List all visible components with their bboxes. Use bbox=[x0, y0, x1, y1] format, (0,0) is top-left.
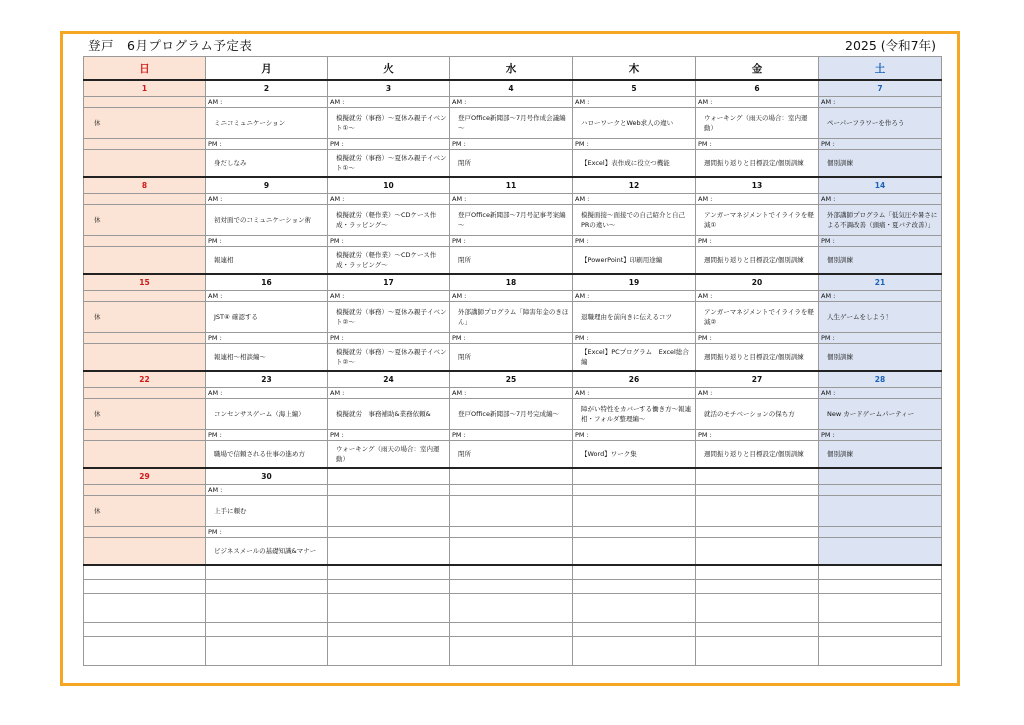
am-row bbox=[84, 496, 942, 527]
schedule-body bbox=[84, 80, 942, 666]
pm-label bbox=[84, 236, 206, 247]
empty-cell bbox=[450, 637, 573, 666]
pm-label: PM : bbox=[819, 236, 942, 247]
pm-program: 職場で信頼される仕事の進め方 bbox=[206, 441, 328, 469]
weekday-sun: 日 bbox=[84, 57, 206, 81]
empty-cell bbox=[696, 637, 819, 666]
am-row bbox=[84, 302, 942, 333]
am-program: 障がい特性をカバーする働き方～報連相・フォルダ整理編～ bbox=[573, 399, 696, 430]
date-cell: 25 bbox=[450, 371, 573, 388]
date-cell: 11 bbox=[450, 177, 573, 194]
pm-program: ウォーキング（雨天の場合：室内運動） bbox=[328, 441, 450, 469]
empty-cell bbox=[206, 637, 328, 666]
pm-label: PM : bbox=[819, 333, 942, 344]
pm-label: PM : bbox=[573, 236, 696, 247]
am-program: 外部講師プログラム「障害年金のきほん」 bbox=[450, 302, 573, 333]
pm-label-row bbox=[84, 139, 942, 150]
am-program: 登戸Office新聞部～7月号作成会議編～ bbox=[450, 108, 573, 139]
pm-label: PM : bbox=[696, 236, 819, 247]
pm-program: 週間振り返りと目標設定/個別訓練 bbox=[696, 441, 819, 469]
am-label: AM : bbox=[573, 97, 696, 108]
am-program bbox=[819, 496, 942, 527]
date-cell bbox=[573, 468, 696, 485]
rest-day-label: 休 bbox=[84, 399, 206, 430]
pm-label: PM : bbox=[206, 139, 328, 150]
am-label bbox=[84, 97, 206, 108]
am-label: AM : bbox=[328, 388, 450, 399]
pm-label-row bbox=[84, 430, 942, 441]
date-cell: 8 bbox=[84, 177, 206, 194]
weekday-tue: 火 bbox=[328, 57, 450, 81]
empty-cell bbox=[328, 594, 450, 623]
empty-cell bbox=[819, 565, 942, 580]
pm-label: PM : bbox=[696, 430, 819, 441]
pm-program bbox=[328, 538, 450, 566]
pm-program: 模擬就労（事務）～夏休み親子イベント①～ bbox=[328, 150, 450, 178]
date-cell: 28 bbox=[819, 371, 942, 388]
date-cell bbox=[450, 468, 573, 485]
am-label: AM : bbox=[819, 194, 942, 205]
am-label bbox=[450, 485, 573, 496]
am-program bbox=[573, 496, 696, 527]
rest-day-label: 休 bbox=[84, 496, 206, 527]
pm-program: 週間振り返りと目標設定/個別訓練 bbox=[696, 344, 819, 372]
am-program: ペーパーフラワーを作ろう bbox=[819, 108, 942, 139]
date-cell: 27 bbox=[696, 371, 819, 388]
pm-program: 閉所 bbox=[450, 441, 573, 469]
pm-label: PM : bbox=[819, 430, 942, 441]
rest-day-label: 休 bbox=[84, 302, 206, 333]
empty-cell bbox=[84, 580, 206, 594]
am-program bbox=[696, 496, 819, 527]
empty-cell bbox=[450, 623, 573, 637]
pm-program: 閉所 bbox=[450, 247, 573, 275]
pm-row bbox=[84, 150, 942, 178]
am-program: 模擬就労（事務）～夏休み親子イベント①～ bbox=[328, 108, 450, 139]
pm-label: PM : bbox=[696, 333, 819, 344]
empty-row bbox=[84, 580, 942, 594]
am-label: AM : bbox=[819, 97, 942, 108]
am-program: 人生ゲームをしよう！ bbox=[819, 302, 942, 333]
pm-label bbox=[819, 527, 942, 538]
weekday-header-row bbox=[84, 57, 942, 81]
am-label: AM : bbox=[696, 291, 819, 302]
rest-day-label: 休 bbox=[84, 205, 206, 236]
date-cell: 7 bbox=[819, 80, 942, 97]
pm-label bbox=[84, 527, 206, 538]
am-label: AM : bbox=[450, 194, 573, 205]
date-cell: 4 bbox=[450, 80, 573, 97]
date-row bbox=[84, 468, 942, 485]
date-cell: 13 bbox=[696, 177, 819, 194]
weekday-wed: 水 bbox=[450, 57, 573, 81]
am-program: 模擬就労（事務）～夏休み親子イベント②～ bbox=[328, 302, 450, 333]
pm-program bbox=[696, 538, 819, 566]
am-program: JST④ 確認する bbox=[206, 302, 328, 333]
am-program: アンガーマネジメントでイライラを軽減② bbox=[696, 302, 819, 333]
pm-program bbox=[819, 538, 942, 566]
empty-cell bbox=[573, 594, 696, 623]
pm-program: 閉所 bbox=[450, 150, 573, 178]
empty-cell bbox=[696, 594, 819, 623]
pm-label bbox=[573, 527, 696, 538]
am-row bbox=[84, 399, 942, 430]
empty-cell bbox=[573, 623, 696, 637]
pm-program: 模擬就労（事務）～夏休み親子イベント②～ bbox=[328, 344, 450, 372]
pm-label: PM : bbox=[819, 139, 942, 150]
pm-program: 報連相 bbox=[206, 247, 328, 275]
empty-cell bbox=[450, 565, 573, 580]
pm-label: PM : bbox=[206, 333, 328, 344]
pm-label-row bbox=[84, 236, 942, 247]
am-program: New カードゲームパーティー bbox=[819, 399, 942, 430]
date-cell: 17 bbox=[328, 274, 450, 291]
empty-cell bbox=[696, 580, 819, 594]
pm-program: 【Word】ワーク集 bbox=[573, 441, 696, 469]
am-program: 模擬面接～面接での自己紹介と自己PRの違い～ bbox=[573, 205, 696, 236]
pm-program: 【PowerPoint】印刷用途編 bbox=[573, 247, 696, 275]
date-cell: 21 bbox=[819, 274, 942, 291]
weekday-thu: 木 bbox=[573, 57, 696, 81]
empty-cell bbox=[328, 637, 450, 666]
am-program: 初対面でのコミュニケーション術 bbox=[206, 205, 328, 236]
weekday-sat: 土 bbox=[819, 57, 942, 81]
pm-label: PM : bbox=[206, 527, 328, 538]
pm-label: PM : bbox=[450, 139, 573, 150]
am-program: 模擬就労 事務補助&業務依頼& bbox=[328, 399, 450, 430]
am-label: AM : bbox=[206, 194, 328, 205]
pm-empty bbox=[84, 150, 206, 178]
pm-empty bbox=[84, 538, 206, 566]
date-cell bbox=[819, 468, 942, 485]
date-cell: 22 bbox=[84, 371, 206, 388]
pm-program: 週間振り返りと目標設定/個別訓練 bbox=[696, 150, 819, 178]
pm-label: PM : bbox=[573, 139, 696, 150]
pm-program: 個別訓練 bbox=[819, 344, 942, 372]
empty-cell bbox=[573, 565, 696, 580]
am-program bbox=[450, 496, 573, 527]
am-label: AM : bbox=[206, 97, 328, 108]
empty-cell bbox=[328, 580, 450, 594]
am-label bbox=[696, 485, 819, 496]
empty-cell bbox=[450, 580, 573, 594]
empty-row bbox=[84, 565, 942, 580]
date-cell: 12 bbox=[573, 177, 696, 194]
am-label bbox=[819, 485, 942, 496]
weekday-fri: 金 bbox=[696, 57, 819, 81]
pm-label: PM : bbox=[206, 430, 328, 441]
am-label: AM : bbox=[206, 388, 328, 399]
am-program: 模擬就労（軽作業）～CDケース作成・ラッピング～ bbox=[328, 205, 450, 236]
pm-program: 【Excel】PCプログラム Excel総合編 bbox=[573, 344, 696, 372]
am-program bbox=[328, 496, 450, 527]
date-cell: 15 bbox=[84, 274, 206, 291]
pm-program bbox=[573, 538, 696, 566]
am-label-row bbox=[84, 388, 942, 399]
pm-row bbox=[84, 538, 942, 566]
pm-label bbox=[84, 430, 206, 441]
am-label-row bbox=[84, 194, 942, 205]
pm-label bbox=[696, 527, 819, 538]
empty-cell bbox=[84, 594, 206, 623]
am-program: 上手に頼む bbox=[206, 496, 328, 527]
date-cell: 10 bbox=[328, 177, 450, 194]
empty-row bbox=[84, 594, 942, 623]
am-label: AM : bbox=[206, 485, 328, 496]
date-cell: 5 bbox=[573, 80, 696, 97]
date-row bbox=[84, 80, 942, 97]
am-label: AM : bbox=[328, 97, 450, 108]
am-label: AM : bbox=[450, 388, 573, 399]
am-label: AM : bbox=[206, 291, 328, 302]
pm-program: 身だしなみ bbox=[206, 150, 328, 178]
am-label: AM : bbox=[450, 97, 573, 108]
empty-row bbox=[84, 623, 942, 637]
pm-label: PM : bbox=[450, 333, 573, 344]
pm-empty bbox=[84, 247, 206, 275]
am-program: ミニコミュニケーション bbox=[206, 108, 328, 139]
am-program: 登戸Office新聞部～7月号記事考案編～ bbox=[450, 205, 573, 236]
empty-cell bbox=[696, 565, 819, 580]
am-label: AM : bbox=[450, 291, 573, 302]
empty-cell bbox=[206, 565, 328, 580]
pm-program: 週間振り返りと目標設定/個別訓練 bbox=[696, 247, 819, 275]
date-cell: 19 bbox=[573, 274, 696, 291]
pm-program: 個別訓練 bbox=[819, 150, 942, 178]
am-row bbox=[84, 205, 942, 236]
date-cell: 9 bbox=[206, 177, 328, 194]
pm-label-row bbox=[84, 527, 942, 538]
pm-program: 閉所 bbox=[450, 344, 573, 372]
pm-label bbox=[450, 527, 573, 538]
empty-cell bbox=[84, 623, 206, 637]
weekday-mon: 月 bbox=[206, 57, 328, 81]
date-cell: 6 bbox=[696, 80, 819, 97]
am-label: AM : bbox=[819, 388, 942, 399]
date-row bbox=[84, 371, 942, 388]
am-program: 退職理由を前向きに伝えるコツ bbox=[573, 302, 696, 333]
date-cell: 30 bbox=[206, 468, 328, 485]
date-cell bbox=[328, 468, 450, 485]
date-cell: 1 bbox=[84, 80, 206, 97]
pm-program bbox=[450, 538, 573, 566]
am-program: ウォーキング（雨天の場合：室内運動） bbox=[696, 108, 819, 139]
page-title: 登戸 6月プログラム予定表 bbox=[88, 38, 253, 53]
pm-row bbox=[84, 247, 942, 275]
pm-label bbox=[328, 527, 450, 538]
rest-day-label: 休 bbox=[84, 108, 206, 139]
empty-cell bbox=[206, 580, 328, 594]
pm-program: 【Excel】表作成に役立つ機能 bbox=[573, 150, 696, 178]
empty-cell bbox=[819, 637, 942, 666]
pm-label: PM : bbox=[328, 236, 450, 247]
schedule-table bbox=[83, 56, 942, 666]
pm-program: 報連相～相談編～ bbox=[206, 344, 328, 372]
am-program: アンガーマネジメントでイライラを軽減① bbox=[696, 205, 819, 236]
pm-row bbox=[84, 344, 942, 372]
am-program: 就活のモチベーションの保ち方 bbox=[696, 399, 819, 430]
am-program: 外部講師プログラム「低気圧や暑さによる不調改善（頭痛・夏バテ改善）」 bbox=[819, 205, 942, 236]
empty-cell bbox=[573, 580, 696, 594]
pm-empty bbox=[84, 344, 206, 372]
date-row bbox=[84, 274, 942, 291]
pm-label: PM : bbox=[450, 430, 573, 441]
date-cell: 26 bbox=[573, 371, 696, 388]
date-cell: 16 bbox=[206, 274, 328, 291]
am-label: AM : bbox=[696, 194, 819, 205]
empty-cell bbox=[84, 637, 206, 666]
am-label: AM : bbox=[696, 388, 819, 399]
pm-empty bbox=[84, 441, 206, 469]
pm-label: PM : bbox=[328, 139, 450, 150]
pm-label: PM : bbox=[328, 333, 450, 344]
pm-label: PM : bbox=[573, 333, 696, 344]
pm-label bbox=[84, 139, 206, 150]
pm-label: PM : bbox=[573, 430, 696, 441]
empty-cell bbox=[573, 637, 696, 666]
date-cell: 20 bbox=[696, 274, 819, 291]
am-program: 登戸Office新聞部～7月号完成編～ bbox=[450, 399, 573, 430]
am-label: AM : bbox=[573, 291, 696, 302]
date-cell: 23 bbox=[206, 371, 328, 388]
pm-program: 個別訓練 bbox=[819, 441, 942, 469]
empty-row bbox=[84, 637, 942, 666]
am-label: AM : bbox=[696, 97, 819, 108]
empty-cell bbox=[819, 594, 942, 623]
am-label bbox=[328, 485, 450, 496]
date-row bbox=[84, 177, 942, 194]
year-label: 2025 (令和7年) bbox=[845, 38, 936, 53]
am-label bbox=[84, 194, 206, 205]
am-label bbox=[84, 388, 206, 399]
empty-cell bbox=[84, 565, 206, 580]
am-label bbox=[573, 485, 696, 496]
am-label bbox=[84, 291, 206, 302]
date-cell: 24 bbox=[328, 371, 450, 388]
pm-label-row bbox=[84, 333, 942, 344]
am-label: AM : bbox=[819, 291, 942, 302]
pm-program: ビジネスメールの基礎知識&マナー bbox=[206, 538, 328, 566]
empty-cell bbox=[328, 565, 450, 580]
am-row bbox=[84, 108, 942, 139]
am-program: コンセンサスゲーム（海上編） bbox=[206, 399, 328, 430]
date-cell: 29 bbox=[84, 468, 206, 485]
pm-label: PM : bbox=[328, 430, 450, 441]
am-label: AM : bbox=[328, 291, 450, 302]
am-label: AM : bbox=[328, 194, 450, 205]
date-cell: 14 bbox=[819, 177, 942, 194]
date-cell bbox=[696, 468, 819, 485]
empty-cell bbox=[819, 623, 942, 637]
date-cell: 18 bbox=[450, 274, 573, 291]
am-label-row bbox=[84, 97, 942, 108]
date-cell: 3 bbox=[328, 80, 450, 97]
am-label-row bbox=[84, 485, 942, 496]
pm-label: PM : bbox=[450, 236, 573, 247]
empty-cell bbox=[328, 623, 450, 637]
empty-cell bbox=[696, 623, 819, 637]
pm-label: PM : bbox=[206, 236, 328, 247]
am-program: ハローワークとWeb求人の違い bbox=[573, 108, 696, 139]
pm-label bbox=[84, 333, 206, 344]
am-label-row bbox=[84, 291, 942, 302]
am-label: AM : bbox=[573, 388, 696, 399]
empty-cell bbox=[206, 594, 328, 623]
pm-program: 個別訓練 bbox=[819, 247, 942, 275]
pm-row bbox=[84, 441, 942, 469]
empty-cell bbox=[819, 580, 942, 594]
empty-cell bbox=[450, 594, 573, 623]
am-label bbox=[84, 485, 206, 496]
pm-program: 模擬就労（軽作業）～CDケース作成・ラッピング～ bbox=[328, 247, 450, 275]
am-label: AM : bbox=[573, 194, 696, 205]
empty-cell bbox=[206, 623, 328, 637]
date-cell: 2 bbox=[206, 80, 328, 97]
pm-label: PM : bbox=[696, 139, 819, 150]
